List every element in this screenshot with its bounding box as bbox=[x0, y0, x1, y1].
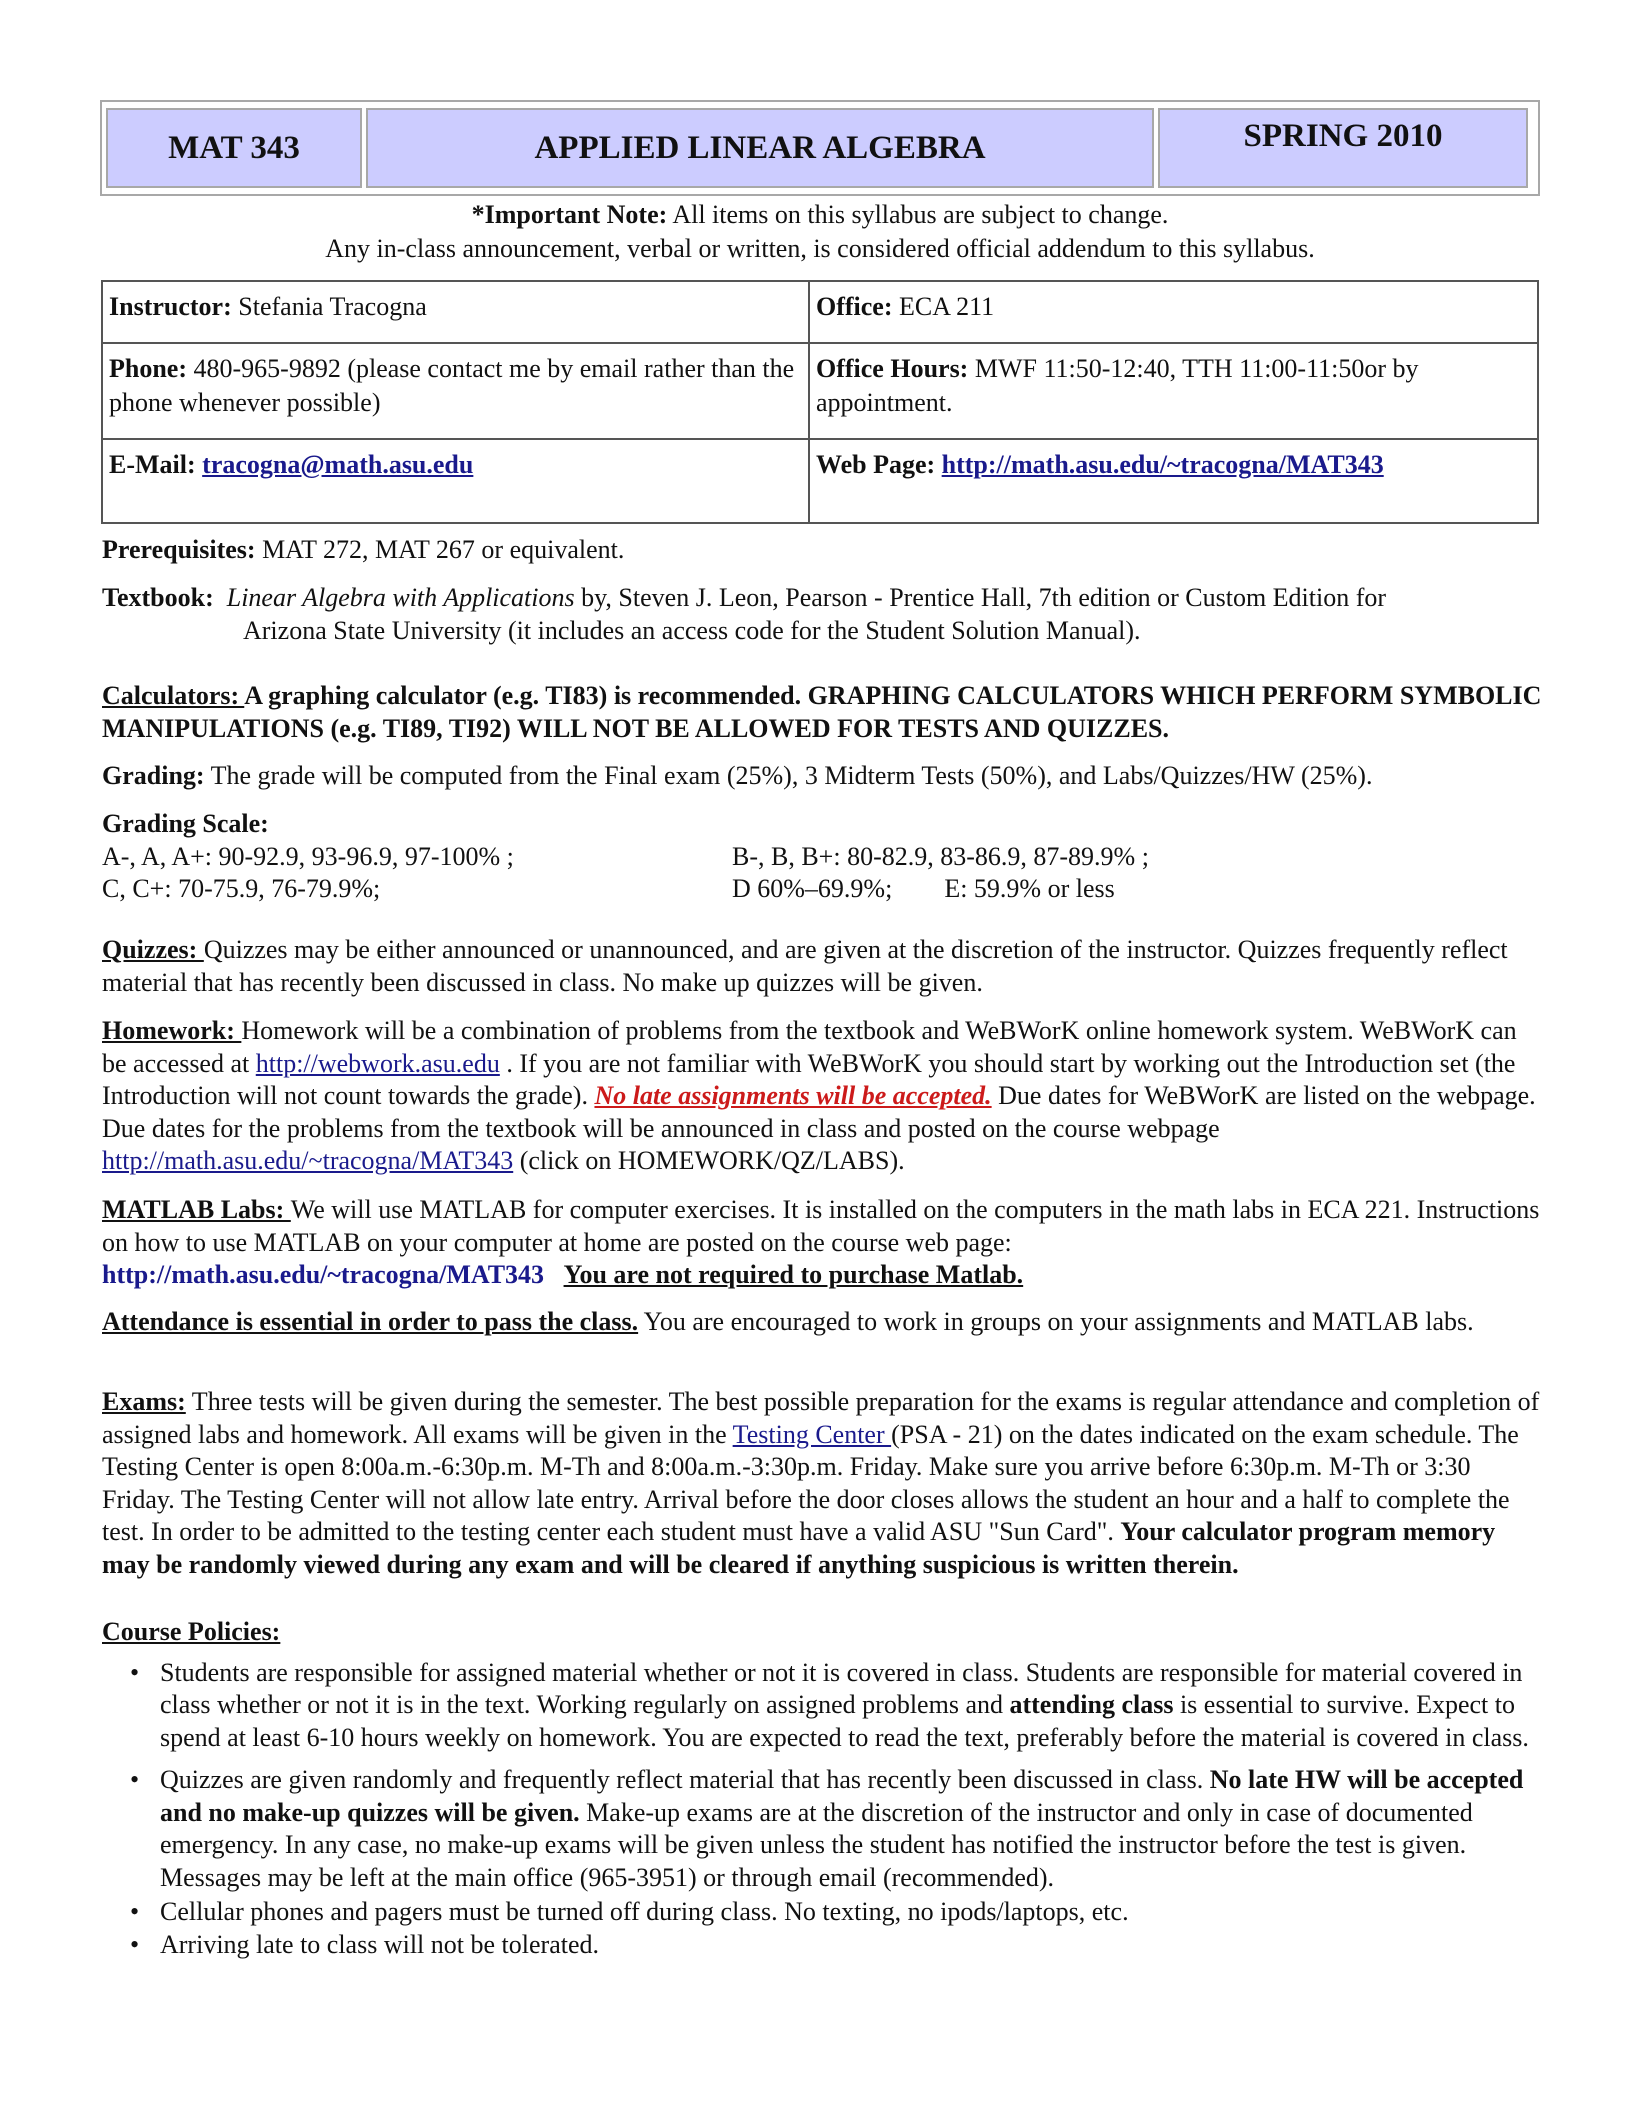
prerequisites-label: Prerequisites: bbox=[102, 535, 256, 564]
attendance-label: Attendance is essential in order to pass the class. bbox=[102, 1307, 639, 1336]
policy-4-text: Arriving late to class will not be tolerated. bbox=[160, 1929, 599, 1959]
matlab-label: MATLAB Labs: bbox=[102, 1195, 291, 1224]
phone-value: 480-965-9892 (please contact me by email rather than the phone whenever possible) bbox=[109, 354, 795, 417]
phone-cell bbox=[102, 343, 809, 439]
office-value: ECA 211 bbox=[892, 292, 995, 321]
webpage-cell bbox=[809, 439, 1538, 523]
policy-item bbox=[102, 1764, 1542, 1894]
policy-1-text-a: Students are responsible for assigned material whether or not it is covered in class. Students are responsible for material covered in class whether or not it is in the text. Working regularly on assigned problems and bbox=[160, 1657, 1523, 1719]
bullet: • bbox=[130, 1929, 140, 1959]
textbook-text-2: Arizona State University (it includes an access code for the Student Solution Manual). bbox=[243, 615, 1141, 645]
policy-item bbox=[102, 1896, 1542, 1929]
bullet: • bbox=[130, 1657, 140, 1687]
course-policies-label: Course Policies: bbox=[102, 1617, 281, 1646]
matlab-text: We will use MATLAB for computer exercises. It is installed on the computers in the math labs in ECA 221. Instructions on how to use MATLAB on your computer at home are posted on the course web page: bbox=[102, 1195, 1540, 1257]
scale-b: B-, B, B+: 80-82.9, 83-86.9, 87-89.9% ; bbox=[732, 841, 1149, 871]
exams-label: Exams: bbox=[102, 1387, 186, 1416]
policy-1-bold: attending class bbox=[1009, 1690, 1174, 1719]
scale-c: C, C+: 70-75.9, 76-79.9%; bbox=[102, 874, 381, 903]
prerequisites-text: MAT 272, MAT 267 or equivalent. bbox=[255, 535, 625, 564]
email-label: E-Mail: bbox=[109, 450, 196, 479]
instructor-cell bbox=[102, 281, 809, 343]
contact-table bbox=[101, 280, 1539, 524]
bullet: • bbox=[130, 1765, 140, 1794]
policy-item bbox=[102, 1929, 1542, 1962]
policy-2-bold: No late HW will be accepted and no make-up quizzes will be given. bbox=[160, 1765, 1524, 1827]
important-note bbox=[100, 198, 1540, 266]
note-text-2: Any in-class announcement, verbal or written, is considered official addendum to this syllabus. bbox=[325, 234, 1315, 263]
office-cell bbox=[809, 281, 1538, 343]
homework-course-link[interactable]: http://math.asu.edu/~tracogna/MAT343 bbox=[102, 1146, 514, 1175]
office-label: Office: bbox=[816, 292, 893, 321]
webpage-label: Web Page: bbox=[816, 450, 936, 479]
policy-item bbox=[102, 1657, 1542, 1755]
note-text-1: All items on this syllabus are subject to change. bbox=[667, 200, 1169, 229]
homework-text-4: (click on HOMEWORK/QZ/LABS). bbox=[513, 1146, 905, 1175]
policy-3-text: Cellular phones and pagers must be turned off during class. No texting, no ipods/laptops, etc. bbox=[160, 1897, 1129, 1926]
calculators-text: A graphing calculator (e.g. TI83) is recommended. GRAPHING CALCULATORS WHICH PERFORM SYMBOLIC MANIPULATIONS (e.g. TI89, TI92) WILL NOT BE ALLOWED FOR TESTS AND QUIZZES. bbox=[102, 681, 1542, 743]
exams-calculator-warning: Your calculator program memory may be randomly viewed during any exam and will be cleared if anything suspicious is written therein. bbox=[102, 1517, 1496, 1579]
webwork-link[interactable]: http://webwork.asu.edu bbox=[255, 1048, 500, 1078]
textbook bbox=[102, 582, 1542, 647]
course-term: SPRING 2010 bbox=[1158, 108, 1528, 188]
policies-list bbox=[102, 1657, 1542, 1962]
scale-de: D 60%–69.9%; E: 59.9% or less bbox=[732, 874, 1115, 903]
exams-text-1: Three tests will be given during the semester. The best possible preparation for the exams is regular attendance and completion of assigned labs and homework. All exams will be given in the bbox=[102, 1387, 1540, 1449]
course-header bbox=[100, 100, 1540, 196]
note-label: *Important Note: bbox=[471, 200, 668, 229]
homework-text-1: Homework will be a combination of problems from the textbook and WeBWorK online homework system. WeBWorK can be accessed at bbox=[102, 1016, 1517, 1078]
instructor-value: Stefania Tracogna bbox=[231, 292, 427, 321]
policy-2-text-a: Quizzes are given randomly and frequently reflect material that has recently been discussed in class. bbox=[160, 1765, 1210, 1794]
grading-text: The grade will be computed from the Final exam (25%), 3 Midterm Tests (50%), and Labs/Quizzes/HW (25%). bbox=[204, 761, 1373, 790]
quizzes-label: Quizzes: bbox=[102, 935, 204, 964]
course-title: APPLIED LINEAR ALGEBRA bbox=[366, 108, 1154, 188]
homework-text-2: . If you are not familiar with WeBWorK you should start by working out the Introduction set (the Introduction will not count towards the grade). bbox=[102, 1048, 1516, 1110]
homework bbox=[102, 1015, 1542, 1178]
no-late-notice: No late assignments will be accepted. bbox=[594, 1081, 992, 1110]
bullet: • bbox=[130, 1897, 140, 1926]
grading-scale-label: Grading Scale: bbox=[102, 809, 269, 838]
calculators bbox=[102, 680, 1542, 745]
exams-text-2: (PSA - 21) on the dates indicated on the exam schedule. The Testing Center is open 8:00a.m.-6:30p.m. M-Th and 8:00a.m.-3:30p.m. Friday. Make sure you arrive before 6:30p.m. M-Th or 3:30 Friday. The Testing Center will not allow late entry. Arrival before the door closes allows the student an hour and a half to complete the test. In order to be admitted to the testing center each student must have a valid ASU "Sun Card". bbox=[102, 1419, 1519, 1546]
email-link[interactable]: tracogna@math.asu.edu bbox=[202, 450, 474, 479]
email-cell bbox=[102, 439, 809, 523]
textbook-label: Textbook: bbox=[102, 583, 214, 612]
textbook-title: Linear Algebra with Applications bbox=[226, 583, 575, 612]
homework-text-3: Due dates for WeBWorK are listed on the webpage. Due dates for the problems from the textbook will be announced in class and posted on the course webpage bbox=[102, 1081, 1536, 1143]
office-hours-value: MWF 11:50-12:40, TTH 11:00-11:50or by appointment. bbox=[816, 354, 1419, 417]
course-policies bbox=[102, 1616, 1542, 1961]
prerequisites bbox=[102, 534, 1542, 567]
matlab-url[interactable]: http://math.asu.edu/~tracogna/MAT343 bbox=[102, 1260, 545, 1289]
matlab-not-required: You are not required to purchase Matlab. bbox=[563, 1260, 1024, 1289]
course-code: MAT 343 bbox=[106, 108, 362, 188]
policy-1-text-c: is essential to survive. Expect to spend at least 6-10 hours weekly on homework. You are expected to read the text, preferably before the material is covered in class. bbox=[160, 1690, 1529, 1752]
webpage-link[interactable]: http://math.asu.edu/~tracogna/MAT343 bbox=[941, 450, 1384, 479]
office-hours-cell bbox=[809, 343, 1538, 439]
attendance-text: You are encouraged to work in groups on your assignments and MATLAB labs. bbox=[638, 1307, 1474, 1336]
office-hours-label: Office Hours: bbox=[816, 354, 969, 383]
quizzes-text: Quizzes may be either announced or unannounced, and are given at the discretion of the instructor. Quizzes frequently reflect material that has recently been discussed in class. No make up quizzes will be given. bbox=[102, 935, 1508, 997]
policy-2-text-c: Make-up exams are at the discretion of the instructor and only in case of documented emergency. In any case, no make-up exams will be given unless the student has notified the instructor before the test is given. Messages may be left at the main office (965-3951) or through email (recommended). bbox=[160, 1797, 1473, 1892]
scale-a: A-, A, A+: 90-92.9, 93-96.9, 97-100% ; bbox=[102, 841, 514, 871]
grading-label: Grading: bbox=[102, 761, 205, 790]
exams bbox=[102, 1386, 1542, 1581]
textbook-text-1: by, Steven J. Leon, Pearson - Prentice Hall, 7th edition or Custom Edition for bbox=[574, 583, 1387, 612]
testing-center-link[interactable]: Testing Center bbox=[732, 1419, 892, 1449]
matlab-labs bbox=[102, 1194, 1542, 1292]
quizzes bbox=[102, 934, 1542, 999]
homework-label: Homework: bbox=[102, 1016, 242, 1045]
grading-scale bbox=[102, 808, 1542, 906]
attendance bbox=[102, 1306, 1542, 1339]
instructor-label: Instructor: bbox=[109, 292, 232, 321]
grading bbox=[102, 760, 1542, 793]
phone-label: Phone: bbox=[109, 354, 187, 383]
calculators-label: Calculators: bbox=[102, 681, 245, 710]
